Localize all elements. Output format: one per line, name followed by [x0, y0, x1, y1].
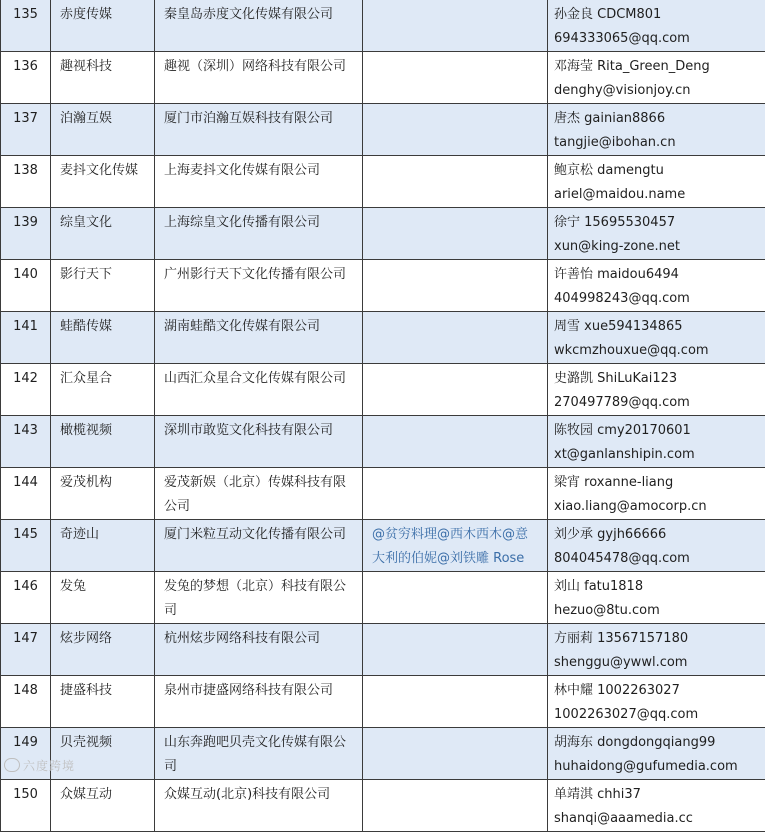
mention-cell: [363, 780, 548, 832]
company-cell: [155, 676, 363, 728]
row-number-cell: [1, 624, 51, 676]
contact-cell: [548, 260, 765, 312]
contact-email: tangjie@ibohan.cn: [554, 131, 757, 155]
brand-cell: [51, 624, 155, 676]
row-number: 142: [13, 371, 38, 386]
contact-email: hezuo@8tu.com: [554, 599, 757, 623]
contact-email: wkcmzhouxue@qq.com: [554, 339, 757, 363]
company-cell: [155, 572, 363, 624]
company-cell: [155, 468, 363, 520]
contact-email: denghy@visionjoy.cn: [554, 79, 757, 103]
company-cell: [155, 52, 363, 104]
table-row: [1, 572, 765, 624]
contact-name: 单靖淇 chhi37: [554, 783, 757, 807]
table-row: [1, 676, 765, 728]
table-row: [1, 104, 765, 156]
row-number: 143: [13, 423, 38, 438]
mention-cell: [363, 52, 548, 104]
contact-name: 邓海莹 Rita_Green_Deng: [554, 55, 757, 79]
table-row: [1, 520, 765, 572]
table-row: [1, 468, 765, 520]
contact-email: xiao.liang@amocorp.cn: [554, 495, 757, 519]
brand-cell: [51, 260, 155, 312]
contact-name: 陈牧园 cmy20170601: [554, 419, 757, 443]
company-cell: [155, 520, 363, 572]
brand-cell: [51, 416, 155, 468]
table-row: [1, 0, 765, 52]
brand-name: 橄榄视频: [60, 423, 112, 438]
row-number: 144: [13, 475, 38, 490]
row-number: 136: [13, 59, 38, 74]
row-number-cell: [1, 104, 51, 156]
company-name: 趣视（深圳）网络科技有限公司: [164, 59, 346, 74]
contact-email: xt@ganlanshipin.com: [554, 443, 757, 467]
table-row: [1, 364, 765, 416]
contact-cell: [548, 0, 765, 52]
mention-cell: [363, 624, 548, 676]
brand-name: 蛙酷传媒: [60, 319, 112, 334]
contact-name: 梁宵 roxanne-liang: [554, 471, 757, 495]
contact-email: ariel@maidou.name: [554, 183, 757, 207]
row-number-cell: [1, 0, 51, 52]
mention-cell: [363, 260, 548, 312]
contact-email: 404998243@qq.com: [554, 287, 757, 311]
brand-cell: [51, 572, 155, 624]
company-name: 众媒互动(北京)科技有限公司: [164, 787, 330, 802]
table-row: [1, 156, 765, 208]
row-number-cell: [1, 52, 51, 104]
contact-name: 史潞凯 ShiLuKai123: [554, 367, 757, 391]
agency-table-body: [1, 0, 765, 832]
mention-cell: [363, 0, 548, 52]
row-number: 140: [13, 267, 38, 282]
contact-email: xun@king-zone.net: [554, 235, 757, 259]
table-row: [1, 728, 765, 780]
mention-cell: [363, 520, 548, 572]
company-cell: [155, 312, 363, 364]
brand-cell: [51, 52, 155, 104]
brand-cell: [51, 676, 155, 728]
company-cell: [155, 104, 363, 156]
contact-email: shenggu@ywwl.com: [554, 651, 757, 675]
company-name: 广州影行天下文化传播有限公司: [164, 267, 346, 282]
mention-cell: [363, 104, 548, 156]
brand-cell: [51, 104, 155, 156]
contact-cell: [548, 572, 765, 624]
contact-cell: [548, 520, 765, 572]
company-name: 爱茂新娱（北京）传媒科技有限公司: [164, 475, 346, 514]
table-row: [1, 312, 765, 364]
company-cell: [155, 728, 363, 780]
row-number-cell: [1, 260, 51, 312]
brand-cell: [51, 156, 155, 208]
company-name: 山西汇众星合文化传媒有限公司: [164, 371, 346, 386]
watermark-logo-icon: [4, 758, 20, 772]
company-name: 上海综皇文化传播有限公司: [164, 215, 320, 230]
row-number: 150: [13, 787, 38, 802]
company-name: 秦皇岛赤度文化传媒有限公司: [164, 7, 333, 22]
row-number-cell: [1, 416, 51, 468]
row-number: 137: [13, 111, 38, 126]
row-number-cell: [1, 520, 51, 572]
table-row: [1, 208, 765, 260]
brand-name: 影行天下: [60, 267, 112, 282]
brand-name: 趣视科技: [60, 59, 112, 74]
company-cell: [155, 208, 363, 260]
row-number-cell: [1, 572, 51, 624]
contact-name: 刘少承 gyjh66666: [554, 523, 757, 547]
row-number-cell: [1, 208, 51, 260]
contact-name: 徐宁 15695530457: [554, 211, 757, 235]
mention-cell: [363, 312, 548, 364]
contact-name: 鲍京松 damengtu: [554, 159, 757, 183]
mention-cell: [363, 208, 548, 260]
contact-cell: [548, 104, 765, 156]
contact-name: 刘山 fatu1818: [554, 575, 757, 599]
brand-name: 发兔: [60, 579, 86, 594]
company-name: 深圳市敢览文化科技有限公司: [164, 423, 333, 438]
mention-cell: [363, 676, 548, 728]
company-cell: [155, 0, 363, 52]
row-number: 135: [13, 7, 38, 22]
watermark-text: 六度跨境: [23, 759, 75, 773]
contact-cell: [548, 416, 765, 468]
mention-text: @贫穷料理@西木西木@意大利的伯妮@刘铁雕 Rose: [372, 527, 528, 566]
brand-name: 贝壳视频: [60, 735, 112, 750]
row-number: 148: [13, 683, 38, 698]
table-row: [1, 624, 765, 676]
brand-name: 麦抖文化传媒: [60, 163, 138, 178]
contact-email: 270497789@qq.com: [554, 391, 757, 415]
brand-name: 泊瀚互娱: [60, 111, 112, 126]
table-row: [1, 260, 765, 312]
mention-cell: [363, 416, 548, 468]
brand-name: 炫步网络: [60, 631, 112, 646]
company-name: 湖南蛙酷文化传媒有限公司: [164, 319, 320, 334]
brand-name: 捷盛科技: [60, 683, 112, 698]
contact-name: 孙金良 CDCM801: [554, 3, 757, 27]
brand-cell: [51, 0, 155, 52]
brand-cell: [51, 780, 155, 832]
contact-cell: [548, 780, 765, 832]
row-number: 139: [13, 215, 38, 230]
brand-name: 众媒互动: [60, 787, 112, 802]
contact-email: 694333065@qq.com: [554, 27, 757, 51]
contact-cell: [548, 364, 765, 416]
row-number-cell: [1, 364, 51, 416]
company-name: 泉州市捷盛网络科技有限公司: [164, 683, 333, 698]
row-number: 141: [13, 319, 38, 334]
company-cell: [155, 624, 363, 676]
brand-name: 综皇文化: [60, 215, 112, 230]
brand-name: 汇众星合: [60, 371, 112, 386]
row-number: 147: [13, 631, 38, 646]
row-number-cell: [1, 468, 51, 520]
table-row: [1, 52, 765, 104]
company-name: 上海麦抖文化传媒有限公司: [164, 163, 320, 178]
company-name: 山东奔跑吧贝壳文化传媒有限公司: [164, 735, 346, 774]
brand-cell: [51, 468, 155, 520]
company-cell: [155, 416, 363, 468]
brand-cell: [51, 364, 155, 416]
row-number-cell: [1, 780, 51, 832]
contact-name: 唐杰 gainian8866: [554, 107, 757, 131]
contact-name: 周雪 xue594134865: [554, 315, 757, 339]
company-cell: [155, 260, 363, 312]
mention-cell: [363, 728, 548, 780]
watermark: [4, 757, 75, 774]
brand-cell: [51, 312, 155, 364]
brand-name: 奇迹山: [60, 527, 99, 542]
contact-cell: [548, 52, 765, 104]
mention-cell: [363, 364, 548, 416]
row-number: 145: [13, 527, 38, 542]
contact-cell: [548, 156, 765, 208]
row-number-cell: [1, 156, 51, 208]
contact-cell: [548, 676, 765, 728]
brand-name: 赤度传媒: [60, 7, 112, 22]
company-cell: [155, 364, 363, 416]
contact-cell: [548, 728, 765, 780]
company-name: 杭州炫步网络科技有限公司: [164, 631, 320, 646]
brand-name: 爱茂机构: [60, 475, 112, 490]
contact-cell: [548, 624, 765, 676]
table-row: [1, 416, 765, 468]
brand-cell: [51, 520, 155, 572]
contact-name: 林中耀 1002263027: [554, 679, 757, 703]
contact-cell: [548, 312, 765, 364]
mention-cell: [363, 156, 548, 208]
company-name: 厦门米粒互动文化传播有限公司: [164, 527, 346, 542]
table-row: [1, 780, 765, 832]
contact-email: shanqi@aaamedia.cc: [554, 807, 757, 831]
row-number-cell: [1, 312, 51, 364]
row-number-cell: [1, 676, 51, 728]
row-number: 149: [13, 735, 38, 750]
brand-cell: [51, 208, 155, 260]
company-name: 发兔的梦想（北京）科技有限公司: [164, 579, 346, 618]
contact-email: 804045478@qq.com: [554, 547, 757, 571]
company-cell: [155, 780, 363, 832]
contact-email: 1002263027@qq.com: [554, 703, 757, 727]
contact-cell: [548, 208, 765, 260]
contact-name: 胡海东 dongdongqiang99: [554, 731, 757, 755]
row-number: 146: [13, 579, 38, 594]
company-name: 厦门市泊瀚互娱科技有限公司: [164, 111, 333, 126]
contact-name: 方丽莉 13567157180: [554, 627, 757, 651]
contact-cell: [548, 468, 765, 520]
contact-name: 许善怡 maidou6494: [554, 263, 757, 287]
company-cell: [155, 156, 363, 208]
mention-cell: [363, 468, 548, 520]
mention-cell: [363, 572, 548, 624]
row-number: 138: [13, 163, 38, 178]
contact-email: huhaidong@gufumedia.com: [554, 755, 757, 779]
